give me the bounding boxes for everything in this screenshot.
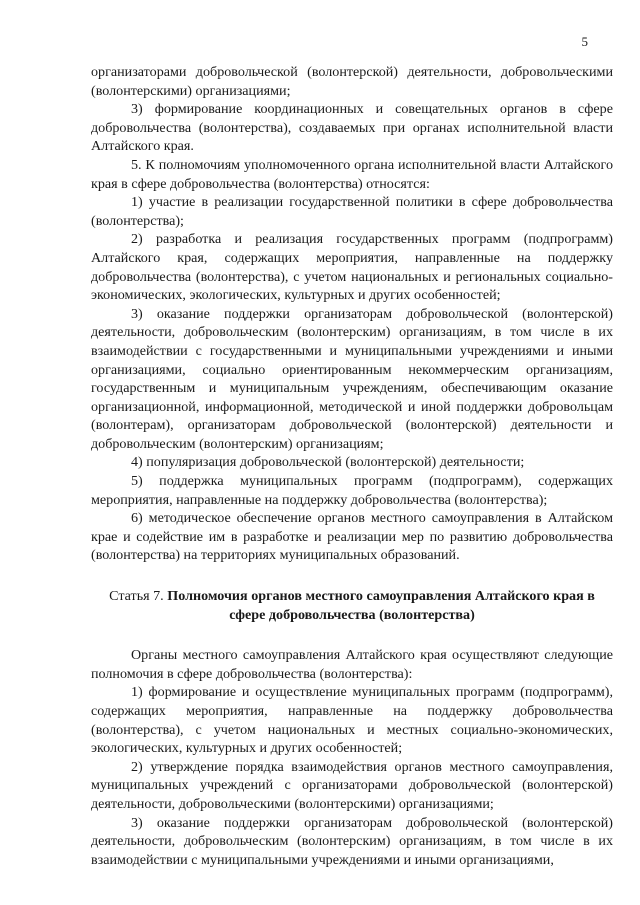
- article-number: Статья 7.: [109, 588, 164, 605]
- article-title: Полномочия органов местного самоуправления Алтайского края в сфере добровольчества (волонтерства): [167, 588, 595, 623]
- paragraph-art7-item-2: 2) утверждение порядка взаимодействия органов местного самоуправления, муниципальных учреждений с организаторами добровольческой (волонтерской) деятельности, добровольческими (волонтерскими) организациями;: [91, 758, 613, 812]
- paragraph-article-intro: Органы местного самоуправления Алтайского края осуществляют следующие полномочия в сфере добровольчества (волонтерства):: [91, 647, 613, 682]
- paragraph-item-3-coordination-bodies: 3) формирование координационных и совещательных органов в сфере добровольчества (волонтерства), создаваемых при органах исполнительной власти Алтайского края.: [91, 101, 613, 155]
- paragraph-item-6-methodical-support: 6) методическое обеспечение органов местного самоуправления в Алтайском крае и содействие им в разработке и реализации мер по развитию добровольчества (волонтерства) на территориях муниципальных образований.: [91, 510, 613, 564]
- paragraph-art7-item-1: 1) формирование и осуществление муниципальных программ (подпрограмм), содержащих мероприятия, направленные на поддержку добровольчества (волонтерства), с учетом национальных и местных социально-экономических, экологических, культурных и других особенностей;: [91, 684, 613, 757]
- document-body: [91, 63, 613, 869]
- page-number: 5: [581, 34, 588, 49]
- article-heading: [91, 587, 613, 624]
- paragraph-section-5: 5. К полномочиям уполномоченного органа исполнительной власти Алтайского края в сфере добровольчества (волонтерства) относятся:: [91, 156, 613, 192]
- paragraph-continuation: организаторами добровольческой (волонтерской) деятельности, добровольческими (волонтерскими) организациями;: [91, 64, 613, 99]
- paragraph-item-3-support: 3) оказание поддержки организаторам добровольческой (волонтерской) деятельности, добровольческим (волонтерским) организациям, в том числе в их взаимодействии с государственными и муниципальными учреждениями и иными организациями, социально ориентированным некоммерческим организациям, государственным и муниципальным учреждениям, обеспечивающим оказание организационной, информационной, методической и иной поддержки добровольцам (волонтерам), организаторам добровольческой (волонтерской) деятельности и добровольческим (волонтерским) организациям;: [91, 305, 613, 452]
- paragraph-art7-item-3: 3) оказание поддержки организаторам добровольческой (волонтерской) деятельности, добровольческим (волонтерским) организациям, в том числе в их взаимодействии с муниципальными учреждениями и иными организациями,: [91, 814, 613, 868]
- paragraph-item-2-state-programs: 2) разработка и реализация государственных программ (подпрограмм) Алтайского края, содержащих мероприятия, направленные на поддержку добровольчества (волонтерства), с учетом национальных и региональных социально-экономических, экологических, культурных и других особенностей;: [91, 231, 613, 304]
- paragraph-item-4-popularization: 4) популяризация добровольческой (волонтерской) деятельности;: [131, 454, 525, 471]
- paragraph-item-1-policy: 1) участие в реализации государственной политики в сфере добровольчества (волонтерства);: [91, 194, 613, 229]
- paragraph-item-5-municipal-programs: 5) поддержка муниципальных программ (подпрограмм), содержащих мероприятия, направленные на поддержку добровольчества (волонтерства);: [91, 473, 613, 508]
